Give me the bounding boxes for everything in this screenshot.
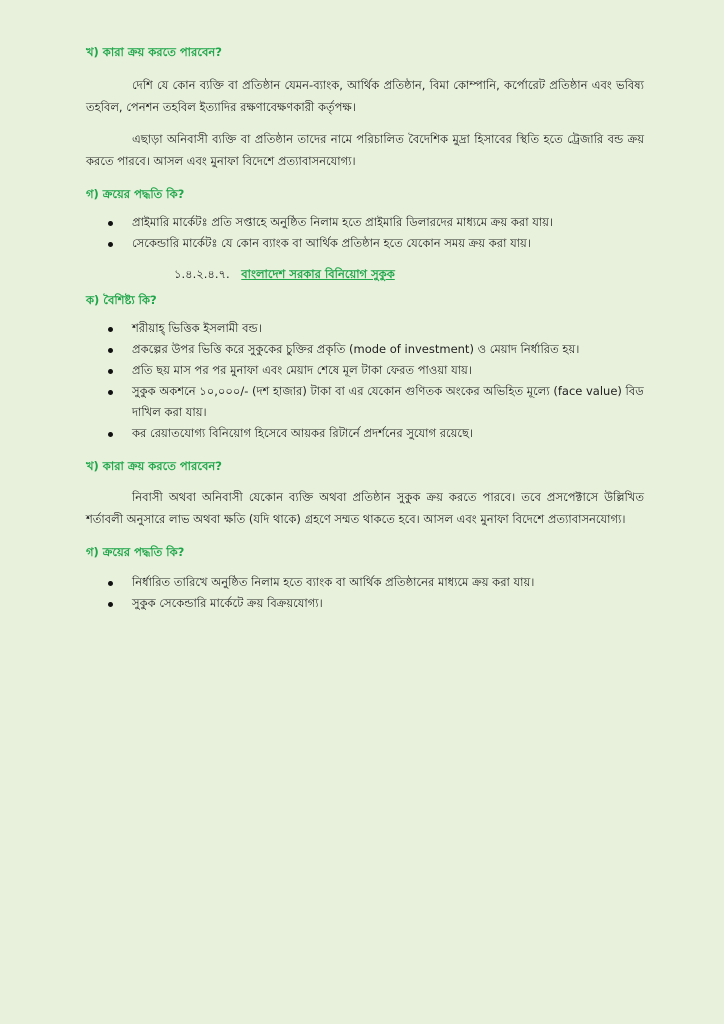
- bullet-icon: [108, 369, 113, 374]
- features-heading: ক) বৈশিষ্ট্য কি?: [86, 293, 157, 307]
- bullet-icon: [108, 348, 113, 353]
- bullet-icon: [108, 327, 113, 332]
- list-item: কর রেয়াতযোগ্য বিনিয়োগ হিসেবে আয়কর রিটার্নে প্রদর্শনের সুযোগ রয়েছে।: [86, 423, 644, 444]
- sukuk-purchase-method-list: [86, 572, 644, 614]
- subsection-title: বাংলাদেশ সরকার বিনিয়োগ সুকুক: [241, 267, 395, 281]
- paragraph-sukuk-buyers: নিবাসী অথবা অনিবাসী যেকোন ব্যক্তি অথবা প্রতিষ্ঠান সুকুক ক্রয় করতে পারবে। তবে প্রসপেক্টাসে উল্লিখিত শর্তাবলী অনুসারে লাভ অথবা ক্ষতি (যদি থাকে) গ্রহণে সম্মত থাকতে হবে। আসল এবং মুনাফা বিদেশে প্রত্যাবাসনযোগ্য।: [86, 490, 644, 526]
- list-item: শরীয়াহ্ ভিত্তিক ইসলামী বন্ড।: [86, 318, 644, 339]
- list-item: নির্ধারিত তারিখে অনুষ্ঠিত নিলাম হতে ব্যাংক বা আর্থিক প্রতিষ্ঠানের মাধ্যমে ক্রয় করা যায়।: [86, 572, 644, 593]
- list-item: সেকেন্ডারি মার্কেটঃ যে কোন ব্যাংক বা আর্থিক প্রতিষ্ঠান হতে যেকোন সময় ক্রয় করা যায়।: [86, 233, 644, 254]
- purchase-method-heading: গ) ক্রয়ের পদ্ধতি কি?: [86, 187, 185, 201]
- bullet-icon: [108, 581, 113, 586]
- purchase-method-list: [86, 212, 644, 254]
- paragraph-eligible-buyers: দেশি যে কোন ব্যক্তি বা প্রতিষ্ঠান যেমন-ব্যাংক, আর্থিক প্রতিষ্ঠান, বিমা কোম্পানি, কর্পোরেট প্রতিষ্ঠান এবং ভবিষ্য তহবিল, পেনশন তহবিল ইত্যাদির রক্ষণাবেক্ষণকারী কর্তৃপক্ষ।: [86, 78, 644, 114]
- list-item: প্রকল্পের উপর ভিত্তি করে সুকুকের চুক্তির প্রকৃতি (mode of investment) ও মেয়াদ নির্ধারিত হয়।: [86, 339, 644, 360]
- bullet-icon: [108, 242, 113, 247]
- sukuk-who-can-buy-heading: খ) কারা ক্রয় করতে পারবেন?: [86, 459, 222, 473]
- list-item: সুকুক অকশনে ১০,০০০/- (দশ হাজার) টাকা বা এর যেকোন গুণিতক অংকের অভিহিত মূল্যে (face value) বিড দাখিল করা যায়।: [86, 381, 644, 423]
- bullet-icon: [108, 602, 113, 607]
- list-item: প্রাইমারি মার্কেটঃ প্রতি সপ্তাহে অনুষ্ঠিত নিলাম হতে প্রাইমারি ডিলারদের মাধ্যমে ক্রয় করা যায়।: [86, 212, 644, 233]
- paragraph-nonresident-buyers: এছাড়া অনিবাসী ব্যক্তি বা প্রতিষ্ঠান তাদের নামে পরিচালিত বৈদেশিক মুদ্রা হিসাবের স্থিতি হতে ট্রেজারি বন্ড ক্রয় করতে পারবে। আসল এবং মুনাফা বিদেশে প্রত্যাবাসনযোগ্য।: [86, 132, 644, 168]
- bullet-icon: [108, 221, 113, 226]
- subsection-heading: [86, 266, 644, 282]
- who-can-buy-heading: খ) কারা ক্রয় করতে পারবেন?: [86, 45, 222, 59]
- features-list: [86, 318, 644, 444]
- subsection-number: ১.৪.২.৪.৭.: [174, 267, 230, 281]
- list-item: প্রতি ছয় মাস পর পর মুনাফা এবং মেয়াদ শেষে মূল টাকা ফেরত পাওয়া যায়।: [86, 360, 644, 381]
- list-item: সুকুক সেকেন্ডারি মার্কেটে ক্রয় বিক্রয়যোগ্য।: [86, 593, 644, 614]
- bullet-icon: [108, 390, 113, 395]
- bullet-icon: [108, 432, 113, 437]
- sukuk-purchase-method-heading: গ) ক্রয়ের পদ্ধতি কি?: [86, 545, 185, 559]
